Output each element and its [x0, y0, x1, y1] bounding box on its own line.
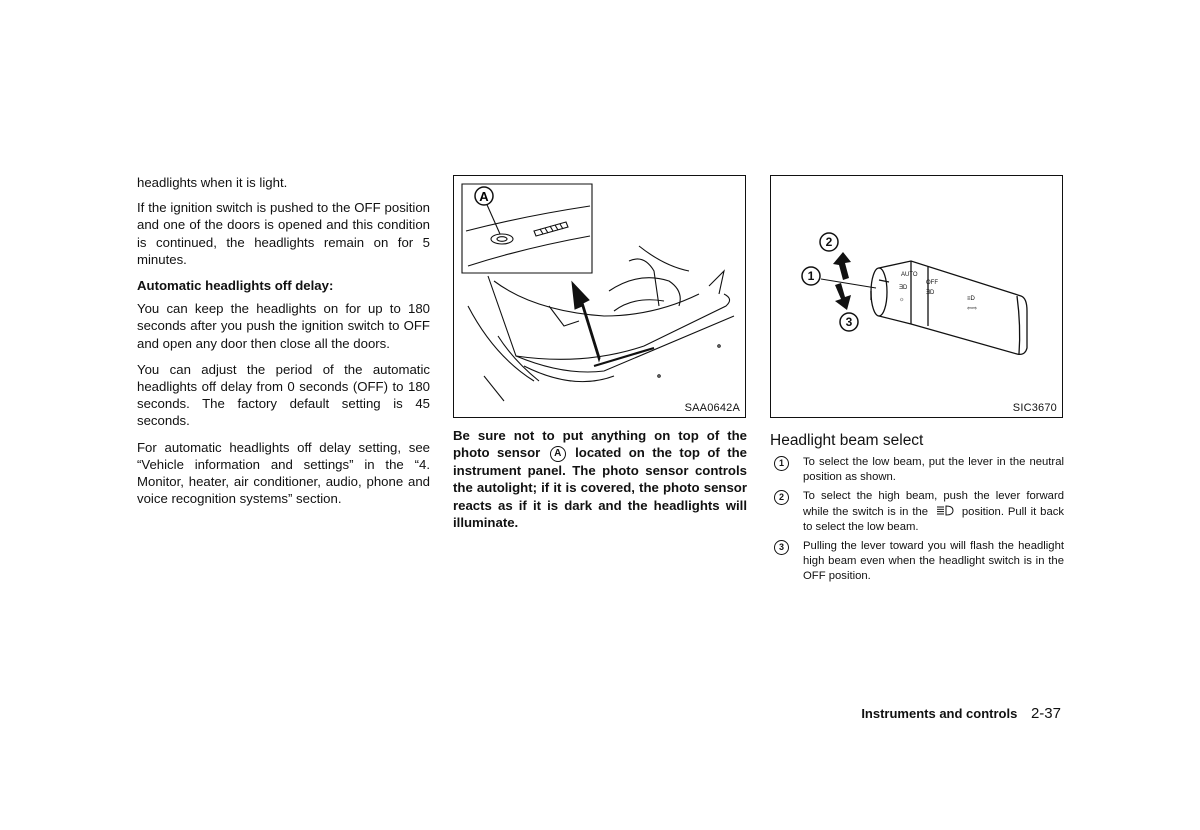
- off-marking: OFF: [926, 280, 938, 286]
- list-item: [770, 455, 1064, 485]
- item-text: Pulling the lever toward you will flash the headlight high beam even when the headlight switch is in the OFF position.: [803, 540, 1064, 583]
- subheading: Automatic headlights off delay:: [137, 278, 334, 294]
- page-number: 2-37: [1030, 705, 1061, 722]
- headlight-lever-figure: [770, 175, 1063, 418]
- callout-a-label: A: [479, 189, 489, 204]
- svg-text:ƎD: ƎD: [899, 285, 908, 291]
- photo-sensor-dashboard-illustration: [454, 176, 745, 417]
- list-item: [770, 539, 1064, 585]
- callout-2-label: 2: [825, 235, 833, 249]
- headlight-marking: ƎD: [926, 290, 935, 296]
- list-item: [770, 489, 1064, 535]
- paragraph: If the ignition switch is pushed to the OFF position and one of the doors is opened and this condition is continued, the headlights remain on for 5 minutes.: [137, 200, 430, 267]
- step-number: 2: [774, 490, 789, 505]
- step-number: 1: [774, 456, 789, 471]
- headlight-icon: [935, 505, 955, 516]
- paragraph: You can keep the headlights on for up to 180 seconds after you push the ignition switch to OFF and open any door then close all the doors.: [137, 301, 430, 351]
- footer-section-title: Instruments and controls: [861, 706, 1018, 721]
- headlight-lever-illustration: [771, 176, 1062, 417]
- auto-marking: AUTO: [901, 272, 918, 278]
- warning-text-part2: located on the top of the instrument panel. The photo sensor controls the autolight; if it is covered, the photo sensor reacts as if it is dark and the headlights will illuminate.: [453, 445, 747, 530]
- page-footer: [861, 705, 1061, 722]
- figure-code-label: SIC3670: [1012, 402, 1057, 414]
- photo-sensor-warning: [453, 427, 747, 531]
- paragraph: For automatic headlights off delay setting, see “Vehicle information and settings” in the “4. Monitor, heater, air conditioner, audio, phone and voice recognition systems” section.: [137, 439, 430, 507]
- callout-a-badge: A: [550, 446, 566, 462]
- paragraph: headlights when it is light.: [137, 175, 288, 190]
- section-title: Headlight beam select: [770, 432, 924, 449]
- headlight-beam-section: [770, 432, 1064, 589]
- callout-1-label: 1: [807, 269, 815, 283]
- svg-text:≡D: ≡D: [967, 296, 975, 302]
- item-text: position. Pull it back to select the low beam.: [803, 505, 1065, 533]
- figure-code-label: SAA0642A: [684, 402, 740, 414]
- callout-3-label: 3: [845, 315, 853, 329]
- svg-text:⇦⇨: ⇦⇨: [967, 306, 978, 312]
- left-text-column: [137, 174, 430, 516]
- warning-text-part1: Be sure not to put anything on top of the photo sensor: [453, 428, 747, 461]
- photo-sensor-figure: [453, 175, 746, 418]
- svg-text:☼: ☼: [899, 297, 905, 303]
- item-text: To select the high beam, push the lever forward while the switch is in the: [803, 490, 1064, 518]
- item-text: To select the low beam, put the lever in the neutral position as shown.: [803, 456, 1064, 484]
- paragraph: You can adjust the period of the automatic headlights off delay from 0 seconds (OFF) to 180 seconds. The factory default setting is 45 seconds.: [137, 361, 430, 429]
- step-number: 3: [774, 540, 789, 555]
